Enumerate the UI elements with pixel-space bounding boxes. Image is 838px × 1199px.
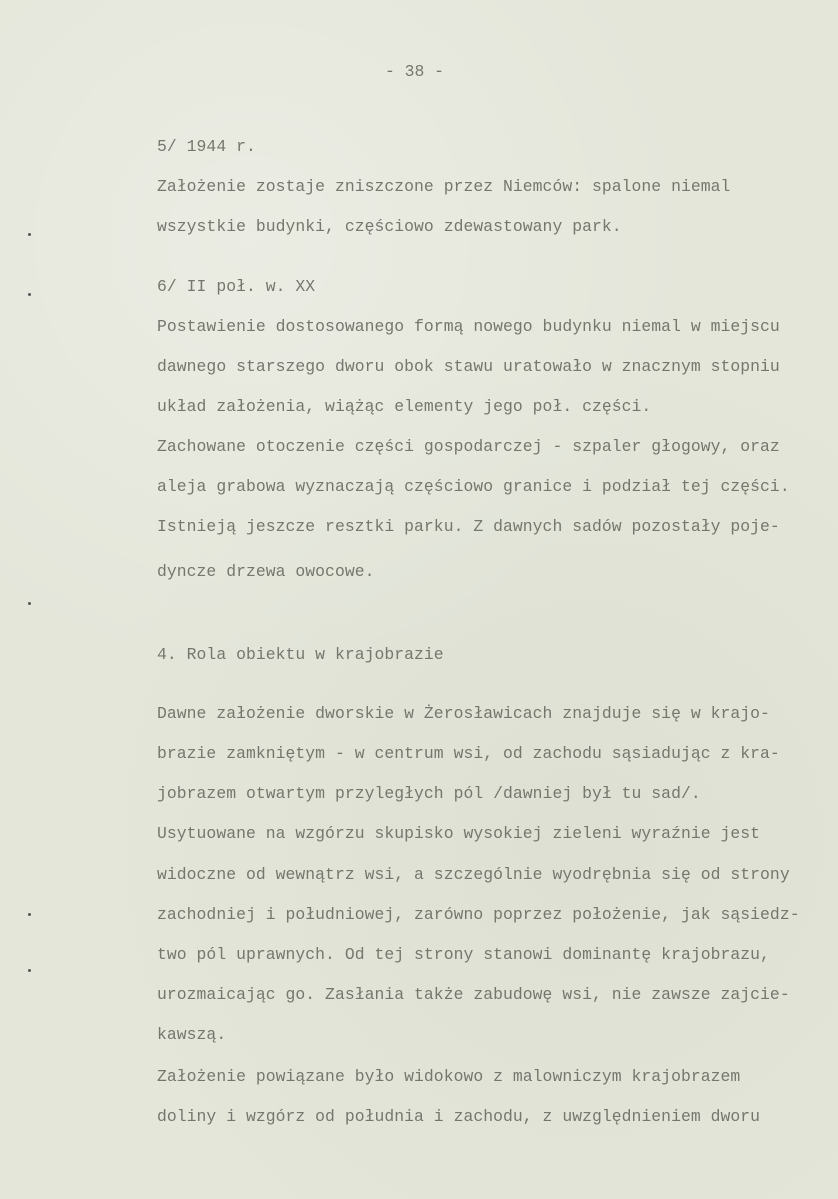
text-line: Dawne założenie dworskie w Żerosławicach znajduje się w krajo- [157, 704, 770, 723]
text-line: doliny i wzgórz od południa i zachodu, z uwzględnieniem dworu [157, 1107, 761, 1126]
text-line: dyncze drzewa owocowe. [157, 562, 375, 581]
text-line: Zachowane otoczenie części gospodarczej - szpaler głogowy, oraz [157, 437, 780, 456]
text-line: two pól uprawnych. Od tej strony stanowi dominantę krajobrazu, [157, 945, 770, 964]
text-line: Postawienie dostosowanego formą nowego budynku niemal w miejscu [157, 317, 780, 336]
text-line: aleja grabowa wyznaczają częściowo granice i podział tej części. [157, 477, 790, 496]
text-line: wszystkie budynki, częściowo zdewastowany park. [157, 217, 622, 236]
text-line: układ założenia, wiążąc elementy jego poł. części. [157, 397, 652, 416]
margin-mark [28, 293, 31, 296]
text-line: urozmaicając go. Zasłania także zabudowę wsi, nie zawsze zajcie- [157, 985, 790, 1004]
text-line: Założenie zostaje zniszczone przez Niemców: spalone niemal [157, 177, 731, 196]
text-line: kawszą. [157, 1025, 227, 1044]
text-line: Założenie powiązane było widokowo z malowniczym krajobrazem [157, 1067, 741, 1086]
text-line: Usytuowane na wzgórzu skupisko wysokiej zieleni wyraźnie jest [157, 824, 761, 843]
section-6-heading: 6/ II poł. w. XX [157, 277, 316, 296]
margin-mark [28, 969, 31, 972]
margin-mark [28, 602, 31, 605]
page-number: - 38 - [385, 62, 445, 81]
text-line: brazie zamkniętym - w centrum wsi, od zachodu sąsiadując z kra- [157, 744, 780, 763]
text-line: zachodniej i południowej, zarówno poprzez położenie, jak sąsiedz- [157, 905, 800, 924]
text-line: jobrazem otwartym przyległych pól /dawniej był tu sad/. [157, 784, 701, 803]
text-line: Istnieją jeszcze resztki parku. Z dawnych sadów pozostały poje- [157, 517, 780, 536]
section-4-heading: 4. Rola obiektu w krajobrazie [157, 645, 444, 664]
margin-mark [28, 233, 31, 236]
section-5-heading: 5/ 1944 r. [157, 137, 256, 156]
text-line: dawnego starszego dworu obok stawu uratowało w znacznym stopniu [157, 357, 780, 376]
text-line: widoczne od wewnątrz wsi, a szczególnie wyodrębnia się od strony [157, 865, 790, 884]
margin-mark [28, 913, 31, 916]
